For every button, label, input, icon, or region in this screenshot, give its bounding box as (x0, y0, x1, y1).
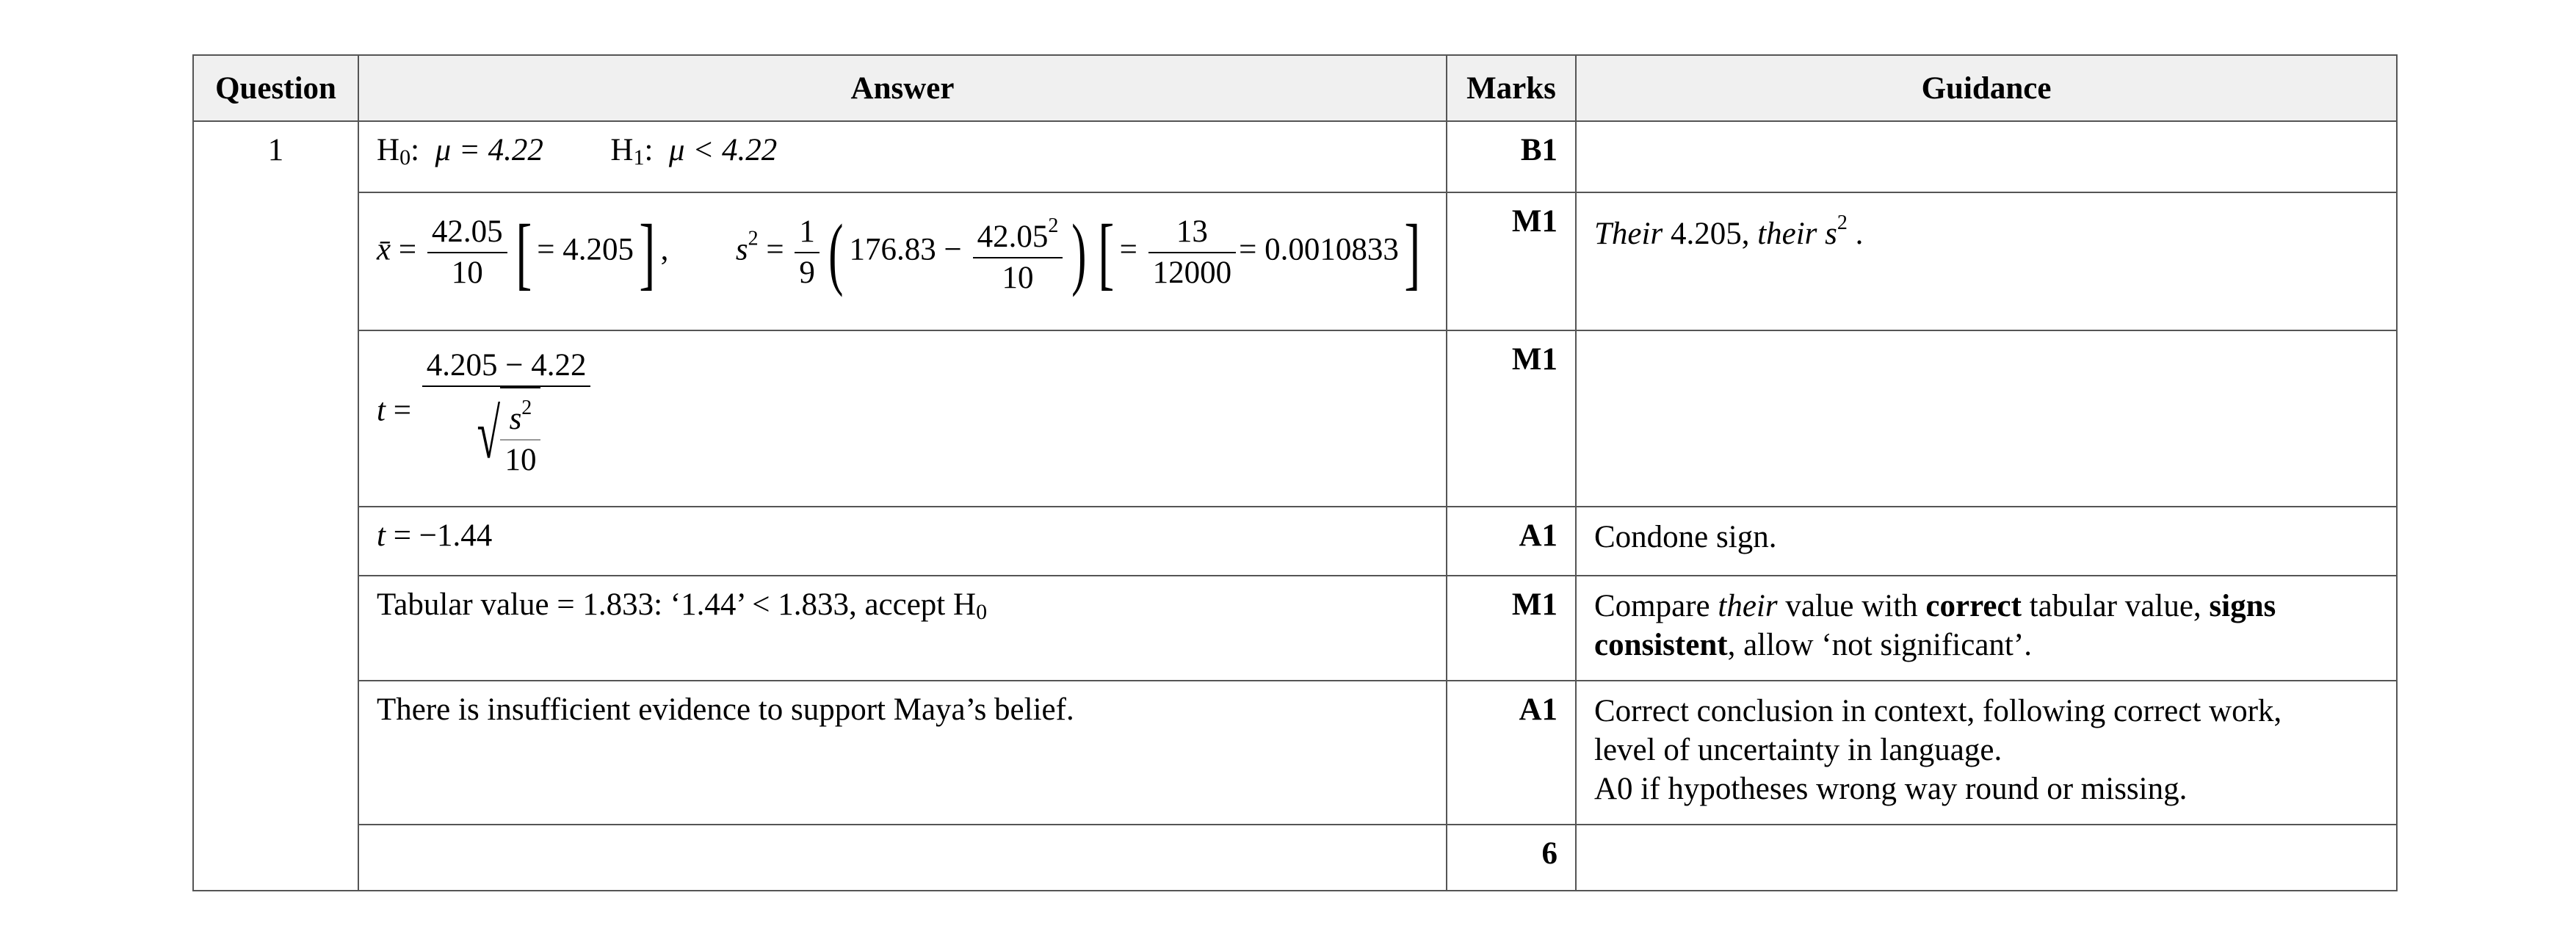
xbar-fraction: $\frac{42.05}{10}$ (427, 212, 507, 293)
one-ninth-fraction: $\frac{1}{9}$ (795, 212, 820, 293)
sum-squares-fraction: $\frac{42.05^2}{10}$ (973, 206, 1063, 298)
total-marks: 6 (1447, 825, 1576, 891)
alt-hypothesis-expr: μ < 4.22 (668, 133, 778, 167)
table-row (193, 330, 2397, 507)
table-row (193, 507, 2397, 576)
guidance-cell (1576, 330, 2397, 507)
question-number: 1 (193, 121, 358, 891)
answer-total (358, 825, 1447, 891)
table-row (193, 192, 2397, 330)
mark-scheme-table (192, 54, 2398, 891)
mark-cell: A1 (1447, 507, 1576, 576)
guidance-cell: Their 4.205, their $s^2$ . (1576, 192, 2397, 330)
table-row (193, 121, 2397, 192)
table-row (193, 825, 2397, 891)
mark-cell: B1 (1447, 121, 1576, 192)
square-root: √ $\frac{s^2}{10}$ (469, 387, 544, 480)
header-marks: Marks (1447, 55, 1576, 121)
guidance-cell: Compare their value with correct tabular value, signs consistent, allow ‘not significant’. (1576, 576, 2397, 681)
guidance-cell (1576, 121, 2397, 192)
answer-t-value: t = −1.44 (358, 507, 1447, 576)
answer-conclusion: There is insufficient evidence to support Maya’s belief. (358, 681, 1447, 825)
mark-cell: A1 (1447, 681, 1576, 825)
mark-cell: M1 (1447, 192, 1576, 330)
t-fraction: 4.205 − 4.22 √ $\frac{s^2}{10}$ (422, 346, 591, 480)
answer-t-formula: t = 4.205 − 4.22 √ $\frac{s^2}{10}$ (358, 330, 1447, 507)
header-question: Question (193, 55, 358, 121)
mark-cell: M1 (1447, 330, 1576, 507)
guidance-cell: Condone sign. (1576, 507, 2397, 576)
variance-result-fraction: $\frac{13}{12000}$ (1148, 212, 1237, 293)
header-guidance: Guidance (1576, 55, 2397, 121)
table-row (193, 681, 2397, 825)
guidance-cell: Correct conclusion in context, following correct work, level of uncertainty in language. A0 if hypotheses wrong way round or missing. (1576, 681, 2397, 825)
answer-hypotheses: $H_0$: μ = 4.22 $H_1$: μ < 4.22 (358, 121, 1447, 192)
answer-mean-variance: x̄ = $\frac{42.05}{10}$ [ = 4.205] , $s^2$ = $\frac{1}{9}$ ( 176.83 − $\frac{42.05^2}{10}$ ) [ = $\frac{13}{12000}$ = 0.0010833] (358, 192, 1447, 330)
mark-cell: M1 (1447, 576, 1576, 681)
header-row (193, 55, 2397, 121)
null-hypothesis-expr: μ = 4.22 (435, 133, 543, 167)
guidance-cell (1576, 825, 2397, 891)
table-row (193, 576, 2397, 681)
answer-tabular-comparison: Tabular value = 1.833: ‘1.44’ < 1.833, accept $H_0$ (358, 576, 1447, 681)
header-answer: Answer (358, 55, 1447, 121)
